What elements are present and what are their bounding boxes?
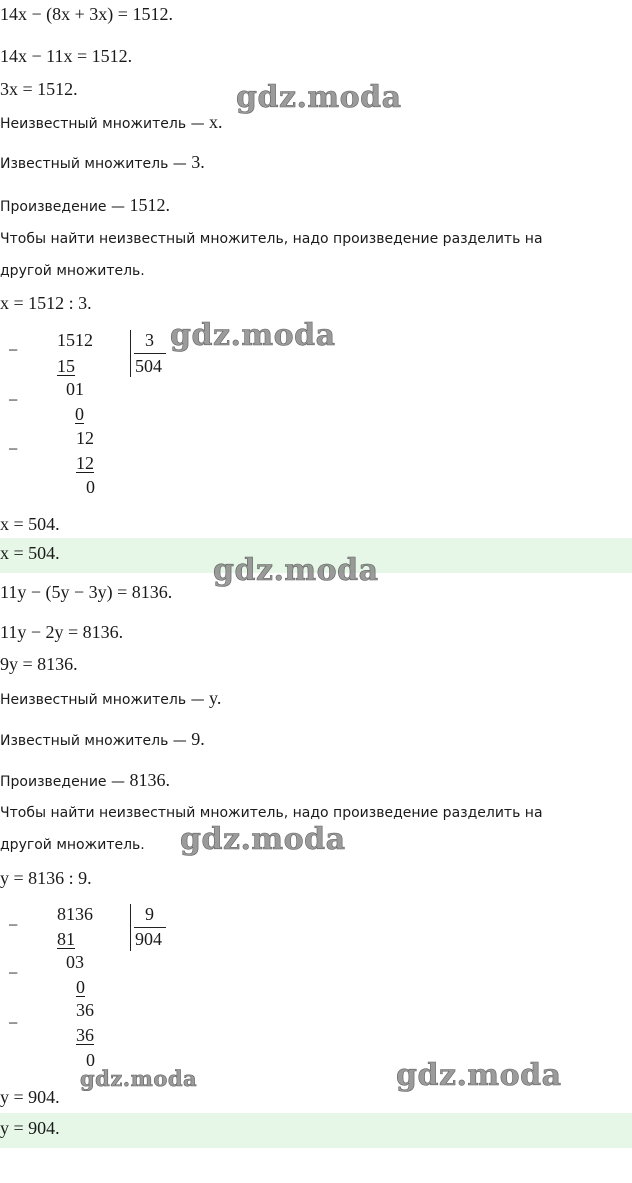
- solve-line: y = 8136 : 9.: [0, 868, 92, 888]
- watermark-logo: gdz.moda: [213, 553, 379, 588]
- result-line: x = 504.: [0, 514, 60, 534]
- subtrahend: 15: [57, 356, 75, 376]
- division-bracket: [130, 904, 131, 951]
- value: x.: [209, 112, 223, 132]
- final-remainder: 0: [86, 477, 95, 497]
- subtrahend: 0: [76, 977, 85, 997]
- remainder: 03: [66, 952, 84, 972]
- final-remainder: 0: [86, 1050, 95, 1070]
- dividend: 8136: [57, 904, 93, 924]
- watermark-logo: gdz.moda: [180, 822, 346, 857]
- label: Произведение —: [0, 199, 130, 215]
- equation-line: 11y − 2y = 8136.: [0, 622, 124, 642]
- subtrahend: 12: [76, 453, 94, 473]
- watermark-logo: gdz.moda: [170, 318, 336, 353]
- divisor: 9: [145, 904, 154, 924]
- minus-sign: −: [8, 340, 19, 360]
- rule-text: другой множитель.: [0, 263, 145, 279]
- quotient: 904: [135, 929, 162, 949]
- equation-line: 11y − (5y − 3y) = 8136.: [0, 582, 173, 602]
- watermark-logo: gdz.moda: [236, 80, 402, 115]
- subtrahend: 36: [76, 1025, 94, 1045]
- label: Произведение —: [0, 774, 130, 790]
- equation-line: 3x = 1512.: [0, 79, 78, 99]
- value: 8136.: [129, 770, 170, 790]
- equation-line: 14x − (8x + 3x) = 1512.: [0, 4, 173, 24]
- value: 3.: [191, 152, 205, 172]
- remainder: 36: [76, 1000, 94, 1020]
- answer-text: y = 904.: [0, 1118, 60, 1138]
- rule-text: Чтобы найти неизвестный множитель, надо произведение разделить на: [0, 231, 543, 247]
- answer-box: [0, 1113, 632, 1148]
- label: Неизвестный множитель —: [0, 116, 210, 132]
- value: 9.: [191, 729, 205, 749]
- label: Известный множитель —: [0, 733, 192, 749]
- divisor: 3: [145, 330, 154, 350]
- division-line: [134, 353, 166, 354]
- product-line: [0, 770, 170, 791]
- watermark-logo: gdz.moda: [396, 1058, 562, 1093]
- rule-text: Чтобы найти неизвестный множитель, надо произведение разделить на: [0, 805, 543, 821]
- answer-text: x = 504.: [0, 543, 60, 563]
- product-line: [0, 195, 170, 216]
- minus-sign: −: [8, 915, 19, 935]
- subtrahend: 81: [57, 929, 75, 949]
- minus-sign: −: [8, 390, 19, 410]
- remainder: 12: [76, 428, 94, 448]
- division-bracket: [130, 330, 131, 377]
- subtrahend: 0: [75, 404, 84, 424]
- minus-sign: −: [8, 439, 19, 459]
- value: y.: [209, 688, 222, 708]
- known-factor-line: [0, 152, 205, 173]
- remainder: 01: [66, 379, 84, 399]
- minus-sign: −: [8, 963, 19, 983]
- equation-line: 14x − 11x = 1512.: [0, 46, 133, 66]
- result-line: y = 904.: [0, 1087, 60, 1107]
- division-line: [134, 927, 166, 928]
- equation-line: 9y = 8136.: [0, 654, 78, 674]
- known-factor-line: [0, 729, 205, 750]
- unknown-factor-line: [0, 688, 221, 709]
- solve-line: x = 1512 : 3.: [0, 293, 92, 313]
- unknown-factor-line: [0, 112, 223, 133]
- quotient: 504: [135, 356, 162, 376]
- rule-text: другой множитель.: [0, 837, 145, 853]
- label: Известный множитель —: [0, 156, 192, 172]
- minus-sign: −: [8, 1013, 19, 1033]
- value: 1512.: [129, 195, 170, 215]
- dividend: 1512: [57, 330, 93, 350]
- label: Неизвестный множитель —: [0, 692, 210, 708]
- watermark-logo: gdz.moda: [80, 1066, 198, 1091]
